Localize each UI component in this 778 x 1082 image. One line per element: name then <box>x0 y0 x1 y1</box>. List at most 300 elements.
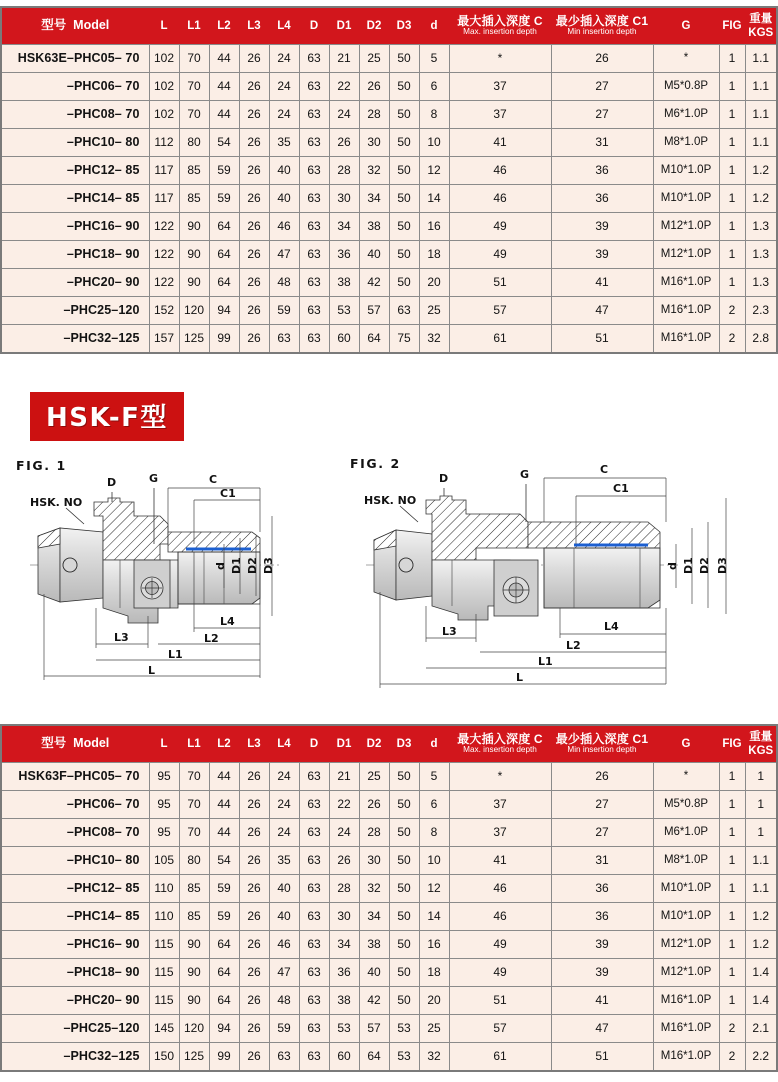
col-header-L: L <box>149 7 179 45</box>
section-banner-label: HSK-F型 <box>46 403 168 433</box>
cell-L2: 59 <box>209 903 239 931</box>
col-header-min-insertion-depth <box>551 725 653 763</box>
cell-FIG: 1 <box>719 101 745 129</box>
cell-model: –PHC32–125 <box>1 1043 149 1072</box>
cell-model: –PHC06– 70 <box>1 791 149 819</box>
cell-L2: 54 <box>209 847 239 875</box>
cell-D1: 34 <box>329 931 359 959</box>
cell-C: 51 <box>449 987 551 1015</box>
cell-G: M5*0.8P <box>653 791 719 819</box>
cell-G: M10*1.0P <box>653 903 719 931</box>
cell-L3: 26 <box>239 875 269 903</box>
cell-L2: 64 <box>209 959 239 987</box>
cell-D3: 50 <box>389 45 419 73</box>
cell-D: 63 <box>299 819 329 847</box>
cell-G: M12*1.0P <box>653 931 719 959</box>
col-header-weight <box>745 725 777 763</box>
cell-C: 57 <box>449 297 551 325</box>
cell-L: 122 <box>149 241 179 269</box>
cell-D: 63 <box>299 45 329 73</box>
cell-G: M16*1.0P <box>653 297 719 325</box>
cell-D2: 38 <box>359 213 389 241</box>
cell-model: –PHC20– 90 <box>1 987 149 1015</box>
cell-G: M10*1.0P <box>653 157 719 185</box>
cell-L4: 40 <box>269 903 299 931</box>
table-row <box>1 185 777 213</box>
cell-C1: 27 <box>551 819 653 847</box>
cell-G: M16*1.0P <box>653 987 719 1015</box>
cell-D2: 64 <box>359 1043 389 1072</box>
table-row <box>1 213 777 241</box>
cell-KGS: 1.1 <box>745 101 777 129</box>
cell-KGS: 2.3 <box>745 297 777 325</box>
cell-D: 63 <box>299 241 329 269</box>
table-header <box>1 7 777 45</box>
cell-C: 61 <box>449 325 551 354</box>
cell-C: * <box>449 45 551 73</box>
cell-d: 6 <box>419 791 449 819</box>
cell-L4: 24 <box>269 45 299 73</box>
cell-model: –PHC06– 70 <box>1 73 149 101</box>
cell-FIG: 1 <box>719 987 745 1015</box>
col-header-L3: L3 <box>239 7 269 45</box>
header-row <box>1 7 777 45</box>
cell-L3: 26 <box>239 101 269 129</box>
cell-FIG: 1 <box>719 819 745 847</box>
cell-D2: 57 <box>359 297 389 325</box>
cell-D1: 36 <box>329 241 359 269</box>
cell-L: 117 <box>149 185 179 213</box>
cell-D3: 50 <box>389 987 419 1015</box>
cell-D1: 60 <box>329 1043 359 1072</box>
cell-L2: 64 <box>209 931 239 959</box>
cell-D2: 57 <box>359 1015 389 1043</box>
col-header-FIG: FIG <box>719 725 745 763</box>
cell-D3: 63 <box>389 297 419 325</box>
cell-L1: 90 <box>179 213 209 241</box>
cell-G: M5*0.8P <box>653 73 719 101</box>
cell-d: 14 <box>419 903 449 931</box>
cell-L2: 44 <box>209 763 239 791</box>
cell-L4: 59 <box>269 1015 299 1043</box>
table-row <box>1 1015 777 1043</box>
cell-D3: 50 <box>389 101 419 129</box>
cell-D3: 53 <box>389 1015 419 1043</box>
cell-L4: 24 <box>269 73 299 101</box>
cell-model: –PHC14– 85 <box>1 185 149 213</box>
cell-G: * <box>653 763 719 791</box>
col-header-L4: L4 <box>269 7 299 45</box>
fig2-callout-L2: L2 <box>566 639 581 652</box>
col-header-D1: D1 <box>329 7 359 45</box>
weight-cn: 重量 <box>749 12 773 25</box>
cell-D3: 50 <box>389 185 419 213</box>
min-depth-en: Min insertion depth <box>567 27 637 37</box>
cell-L1: 70 <box>179 101 209 129</box>
cell-L2: 44 <box>209 45 239 73</box>
header-row <box>1 725 777 763</box>
model-label-en: Model <box>73 736 110 751</box>
fig2-callout-L4: L4 <box>604 620 619 633</box>
cell-L2: 44 <box>209 73 239 101</box>
cell-L2: 64 <box>209 241 239 269</box>
cell-L2: 64 <box>209 213 239 241</box>
col-header-min-insertion-depth <box>551 7 653 45</box>
cell-D3: 50 <box>389 213 419 241</box>
cell-d: 12 <box>419 875 449 903</box>
col-header-D1: D1 <box>329 725 359 763</box>
cell-L1: 90 <box>179 959 209 987</box>
table-row <box>1 959 777 987</box>
cell-KGS: 1 <box>745 819 777 847</box>
cell-L4: 63 <box>269 1043 299 1072</box>
table-body <box>1 763 777 1072</box>
cell-D1: 22 <box>329 73 359 101</box>
cell-D: 63 <box>299 903 329 931</box>
cell-D1: 53 <box>329 1015 359 1043</box>
col-header-D3: D3 <box>389 725 419 763</box>
cell-L4: 48 <box>269 987 299 1015</box>
col-header-L3: L3 <box>239 725 269 763</box>
cell-KGS: 2.8 <box>745 325 777 354</box>
cell-D: 63 <box>299 157 329 185</box>
cell-model: –PHC14– 85 <box>1 903 149 931</box>
cell-G: M16*1.0P <box>653 1043 719 1072</box>
cell-model: –PHC25–120 <box>1 297 149 325</box>
col-header-D: D <box>299 7 329 45</box>
cell-model: –PHC18– 90 <box>1 959 149 987</box>
cell-L: 122 <box>149 213 179 241</box>
cell-G: M12*1.0P <box>653 213 719 241</box>
cell-D1: 26 <box>329 129 359 157</box>
cell-D: 63 <box>299 763 329 791</box>
cell-D: 63 <box>299 959 329 987</box>
cell-L2: 99 <box>209 1043 239 1072</box>
col-header-max-insertion-depth <box>449 725 551 763</box>
cell-L3: 26 <box>239 297 269 325</box>
cell-model: HSK63F–PHC05– 70 <box>1 763 149 791</box>
cell-L1: 85 <box>179 875 209 903</box>
figures-area <box>0 448 750 708</box>
fig2-callout-d: d <box>666 562 679 570</box>
cell-L2: 99 <box>209 325 239 354</box>
cell-KGS: 1.3 <box>745 213 777 241</box>
cell-L: 102 <box>149 101 179 129</box>
cell-D1: 24 <box>329 101 359 129</box>
cell-L: 102 <box>149 73 179 101</box>
cell-model: –PHC16– 90 <box>1 213 149 241</box>
cell-L2: 59 <box>209 185 239 213</box>
cell-L2: 44 <box>209 791 239 819</box>
cell-L1: 90 <box>179 241 209 269</box>
cell-L: 95 <box>149 819 179 847</box>
cell-KGS: 1.2 <box>745 185 777 213</box>
cell-D2: 28 <box>359 101 389 129</box>
cell-D3: 75 <box>389 325 419 354</box>
cell-D2: 40 <box>359 959 389 987</box>
cell-L1: 90 <box>179 931 209 959</box>
fig1-callout-hsk-no: HSK. NO <box>30 496 83 509</box>
cell-C1: 39 <box>551 241 653 269</box>
fig2-callout-L3: L3 <box>442 625 457 638</box>
cell-C1: 31 <box>551 847 653 875</box>
cell-L2: 54 <box>209 129 239 157</box>
cell-d: 10 <box>419 129 449 157</box>
cell-FIG: 2 <box>719 325 745 354</box>
cell-D: 63 <box>299 185 329 213</box>
cell-D3: 50 <box>389 73 419 101</box>
cell-G: M12*1.0P <box>653 959 719 987</box>
fig2-callout-C: C <box>600 463 609 476</box>
max-depth-en: Max. insertion depth <box>463 745 537 755</box>
cell-D: 63 <box>299 297 329 325</box>
cell-C: 49 <box>449 213 551 241</box>
cell-L4: 46 <box>269 931 299 959</box>
cell-d: 8 <box>419 819 449 847</box>
cell-D2: 25 <box>359 45 389 73</box>
cell-L: 110 <box>149 903 179 931</box>
fig1-callout-C1: C1 <box>220 487 236 500</box>
cell-L3: 26 <box>239 819 269 847</box>
cell-L1: 80 <box>179 847 209 875</box>
cell-L: 112 <box>149 129 179 157</box>
table-row <box>1 325 777 354</box>
cell-G: M8*1.0P <box>653 129 719 157</box>
cell-L: 152 <box>149 297 179 325</box>
fig1-callout-L4: L4 <box>220 615 235 628</box>
cell-FIG: 1 <box>719 45 745 73</box>
cell-FIG: 1 <box>719 931 745 959</box>
cell-D3: 50 <box>389 791 419 819</box>
min-depth-cn: 最少插入深度 C1 <box>555 731 649 746</box>
table-row <box>1 1043 777 1072</box>
cell-L4: 46 <box>269 213 299 241</box>
hsk63e-table-block <box>0 6 774 354</box>
cell-FIG: 1 <box>719 903 745 931</box>
cell-L3: 26 <box>239 903 269 931</box>
table-row <box>1 45 777 73</box>
fig2-toolholder-drawing <box>348 448 743 703</box>
fig1-callout-D2: D2 <box>246 557 259 574</box>
cell-L1: 80 <box>179 129 209 157</box>
cell-L2: 59 <box>209 157 239 185</box>
cell-D: 63 <box>299 1043 329 1072</box>
cell-d: 32 <box>419 325 449 354</box>
cell-KGS: 1.1 <box>745 73 777 101</box>
cell-G: M6*1.0P <box>653 819 719 847</box>
cell-D1: 21 <box>329 45 359 73</box>
cell-KGS: 1.2 <box>745 157 777 185</box>
fig1-label: FIG. 1 <box>16 458 67 473</box>
cell-D: 63 <box>299 73 329 101</box>
cell-model: –PHC25–120 <box>1 1015 149 1043</box>
cell-D2: 26 <box>359 791 389 819</box>
fig1-callout-L1: L1 <box>168 648 183 661</box>
cell-L: 117 <box>149 157 179 185</box>
cell-C1: 41 <box>551 987 653 1015</box>
cell-G: M10*1.0P <box>653 875 719 903</box>
cell-C1: 51 <box>551 325 653 354</box>
col-header-D2: D2 <box>359 7 389 45</box>
fig2-callout-D1: D1 <box>682 557 695 574</box>
max-depth-cn: 最大插入深度 C <box>457 13 543 28</box>
cell-model: –PHC08– 70 <box>1 101 149 129</box>
col-header-L4: L4 <box>269 725 299 763</box>
cell-D1: 38 <box>329 987 359 1015</box>
cell-D3: 50 <box>389 763 419 791</box>
cell-L4: 40 <box>269 875 299 903</box>
cell-KGS: 1.2 <box>745 903 777 931</box>
section-banner-hsk-f <box>30 392 184 441</box>
cell-L3: 26 <box>239 45 269 73</box>
cell-D: 63 <box>299 269 329 297</box>
fig1-callout-L2: L2 <box>204 632 219 645</box>
fig2-callout-D2: D2 <box>698 557 711 574</box>
cell-L2: 64 <box>209 987 239 1015</box>
cell-D2: 42 <box>359 269 389 297</box>
cell-KGS: 1.2 <box>745 931 777 959</box>
cell-C: 41 <box>449 129 551 157</box>
min-depth-en: Min insertion depth <box>567 745 637 755</box>
cell-L3: 26 <box>239 931 269 959</box>
cell-L1: 120 <box>179 297 209 325</box>
col-header-weight <box>745 7 777 45</box>
table-header <box>1 725 777 763</box>
cell-L: 95 <box>149 791 179 819</box>
cell-FIG: 1 <box>719 763 745 791</box>
cell-G: M16*1.0P <box>653 1015 719 1043</box>
cell-D3: 50 <box>389 241 419 269</box>
cell-d: 5 <box>419 45 449 73</box>
cell-C: 37 <box>449 819 551 847</box>
cell-L: 157 <box>149 325 179 354</box>
cell-C1: 39 <box>551 959 653 987</box>
cell-d: 10 <box>419 847 449 875</box>
col-header-D3: D3 <box>389 7 419 45</box>
cell-D: 63 <box>299 325 329 354</box>
cell-G: M12*1.0P <box>653 241 719 269</box>
cell-FIG: 2 <box>719 1043 745 1072</box>
max-depth-en: Max. insertion depth <box>463 27 537 37</box>
cell-L4: 24 <box>269 791 299 819</box>
col-header-D: D <box>299 725 329 763</box>
cell-FIG: 1 <box>719 241 745 269</box>
cell-d: 16 <box>419 931 449 959</box>
cell-G: * <box>653 45 719 73</box>
cell-D1: 28 <box>329 157 359 185</box>
cell-d: 20 <box>419 269 449 297</box>
cell-C1: 27 <box>551 73 653 101</box>
cell-D1: 22 <box>329 791 359 819</box>
cell-D2: 25 <box>359 763 389 791</box>
cell-L2: 44 <box>209 101 239 129</box>
fig2-callout-G: G <box>520 468 530 481</box>
hsk63f-spec-table <box>0 724 778 1072</box>
cell-KGS: 2.1 <box>745 1015 777 1043</box>
cell-d: 32 <box>419 1043 449 1072</box>
table-row <box>1 987 777 1015</box>
cell-L4: 35 <box>269 129 299 157</box>
cell-D2: 34 <box>359 903 389 931</box>
cell-L3: 26 <box>239 157 269 185</box>
cell-KGS: 1.1 <box>745 847 777 875</box>
cell-L1: 70 <box>179 45 209 73</box>
col-header-L2: L2 <box>209 7 239 45</box>
cell-D2: 64 <box>359 325 389 354</box>
cell-KGS: 1.3 <box>745 269 777 297</box>
cell-D1: 60 <box>329 325 359 354</box>
cell-C1: 39 <box>551 931 653 959</box>
weight-unit: KGS <box>748 745 774 757</box>
table-row <box>1 129 777 157</box>
col-header-L1: L1 <box>179 7 209 45</box>
cell-FIG: 1 <box>719 213 745 241</box>
weight-cn: 重量 <box>749 730 773 743</box>
cell-C: * <box>449 763 551 791</box>
cell-L4: 47 <box>269 959 299 987</box>
cell-D2: 40 <box>359 241 389 269</box>
cell-D2: 32 <box>359 157 389 185</box>
cell-C1: 36 <box>551 903 653 931</box>
fig2-callout-L: L <box>516 671 524 684</box>
cell-L4: 24 <box>269 819 299 847</box>
cell-G: M6*1.0P <box>653 101 719 129</box>
table-row <box>1 269 777 297</box>
cell-FIG: 1 <box>719 875 745 903</box>
cell-d: 20 <box>419 987 449 1015</box>
table-row <box>1 875 777 903</box>
cell-D3: 50 <box>389 903 419 931</box>
cell-C1: 26 <box>551 763 653 791</box>
cell-L1: 85 <box>179 185 209 213</box>
cell-FIG: 1 <box>719 185 745 213</box>
model-label-en: Model <box>73 18 110 33</box>
cell-L2: 44 <box>209 819 239 847</box>
cell-D: 63 <box>299 791 329 819</box>
cell-G: M16*1.0P <box>653 325 719 354</box>
cell-model: –PHC20– 90 <box>1 269 149 297</box>
cell-KGS: 1.1 <box>745 129 777 157</box>
cell-d: 16 <box>419 213 449 241</box>
cell-L1: 125 <box>179 325 209 354</box>
table-row <box>1 297 777 325</box>
cell-D3: 50 <box>389 157 419 185</box>
cell-L1: 70 <box>179 819 209 847</box>
cell-L3: 26 <box>239 241 269 269</box>
cell-L3: 26 <box>239 269 269 297</box>
cell-L1: 70 <box>179 73 209 101</box>
table-row <box>1 903 777 931</box>
fig1-callout-D: D <box>107 476 117 489</box>
table-row <box>1 819 777 847</box>
cell-D2: 38 <box>359 931 389 959</box>
cell-C: 37 <box>449 101 551 129</box>
cell-model: –PHC08– 70 <box>1 819 149 847</box>
cell-FIG: 2 <box>719 297 745 325</box>
cell-model: –PHC18– 90 <box>1 241 149 269</box>
fig1-callout-G: G <box>149 472 159 485</box>
cell-L: 115 <box>149 987 179 1015</box>
cell-L3: 26 <box>239 987 269 1015</box>
cell-C: 49 <box>449 959 551 987</box>
cell-D1: 26 <box>329 847 359 875</box>
fig2-callout-D: D <box>439 472 449 485</box>
fig1-callout-D3: D3 <box>262 557 275 574</box>
cell-C1: 47 <box>551 297 653 325</box>
fig1-callout-L3: L3 <box>114 631 129 644</box>
fig2-callout-L1: L1 <box>538 655 553 668</box>
cell-G: M16*1.0P <box>653 269 719 297</box>
